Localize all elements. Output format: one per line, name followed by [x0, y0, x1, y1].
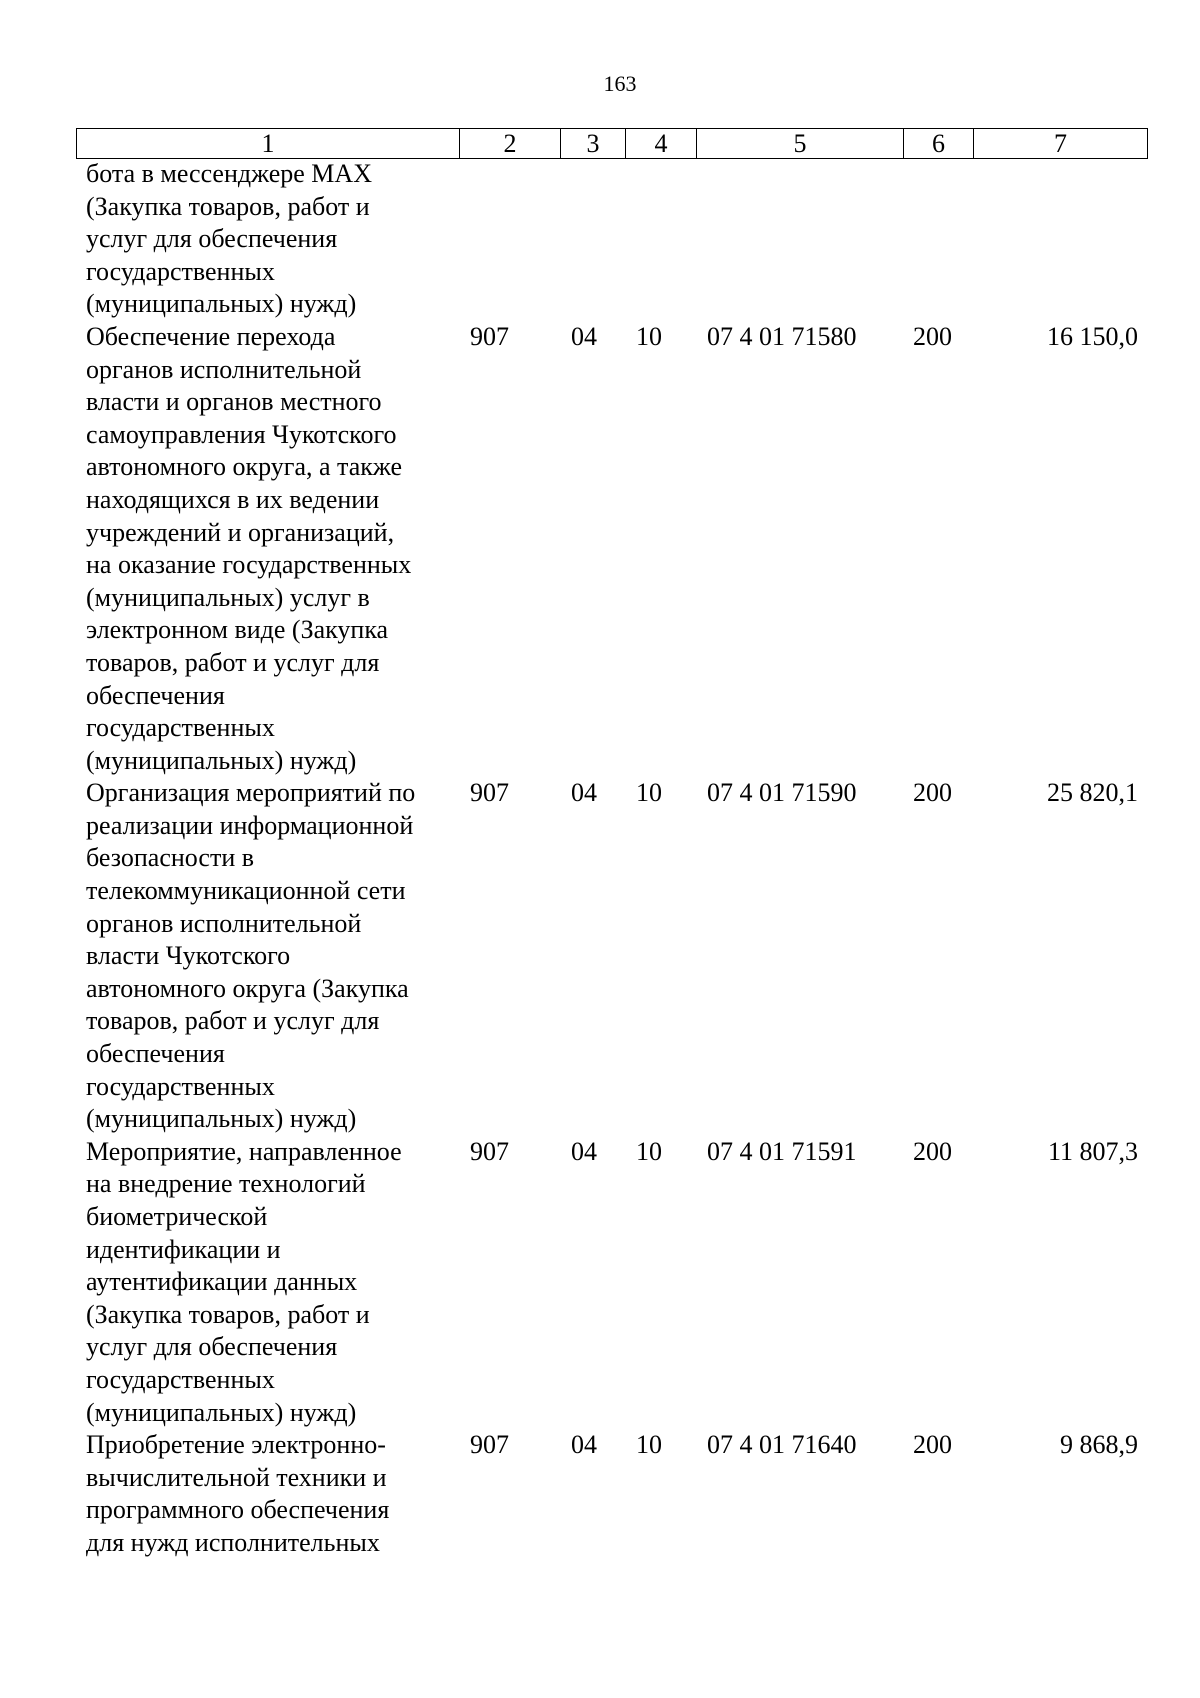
table-row [76, 321, 1148, 777]
description-line: государственных [86, 1364, 275, 1394]
cell-code-subsection: 10 [636, 1136, 662, 1166]
description-line: государственных [86, 713, 275, 743]
description-line: программного обеспечения [86, 1495, 390, 1525]
description-line: Организация мероприятий по [86, 778, 416, 808]
header-cell-1: 1 [77, 129, 460, 158]
description-line: вычислительной техники и [86, 1462, 387, 1492]
header-cell-4: 4 [626, 129, 697, 158]
cell-code-target: 07 4 01 71590 [707, 778, 857, 808]
cell-code-subsection: 10 [636, 1430, 662, 1460]
table-row [76, 158, 1148, 321]
cell-code-expense-type: 200 [913, 1136, 952, 1166]
description-line: государственных [86, 256, 275, 286]
description-line: (муниципальных) нужд) [86, 1397, 357, 1427]
description-line: государственных [86, 1071, 275, 1101]
description-line: аутентификации данных [86, 1267, 358, 1297]
row-description [76, 1429, 459, 1559]
cell-code-section: 04 [571, 1430, 597, 1460]
cell-code-target: 07 4 01 71580 [707, 321, 857, 351]
header-cell-5: 5 [697, 129, 904, 158]
cell-code-ministry: 907 [470, 778, 509, 808]
row-description [76, 777, 459, 1136]
description-line: реализации информационной [86, 810, 414, 840]
description-line: обеспечения [86, 1039, 225, 1069]
cell-code-expense-type: 200 [913, 321, 952, 351]
description-line: органов исполнительной [86, 908, 362, 938]
description-line: электронном виде (Закупка [86, 615, 389, 645]
header-cell-2: 2 [460, 129, 561, 158]
cell-code-target [696, 158, 903, 321]
description-line: автономного округа, а также [86, 452, 403, 482]
cell-code-expense-type: 200 [913, 1430, 952, 1460]
table-body [76, 158, 1148, 1560]
description-line: услуг для обеспечения [86, 224, 338, 254]
cell-code-subsection: 10 [636, 321, 662, 351]
cell-amount: 25 820,1 [1047, 778, 1138, 808]
cell-code-section: 04 [571, 321, 597, 351]
cell-code-section: 04 [571, 1136, 597, 1166]
row-description [76, 158, 459, 321]
cell-code-expense-type: 200 [913, 778, 952, 808]
description-line: товаров, работ и услуг для [86, 1006, 380, 1036]
header-cell-3: 3 [561, 129, 626, 158]
description-line: власти Чукотского [86, 941, 291, 971]
cell-amount [973, 158, 1148, 321]
description-line: автономного округа (Закупка [86, 973, 409, 1003]
row-description [76, 1136, 459, 1429]
description-line: телекоммуникационной сети [86, 876, 406, 906]
cell-code-target: 07 4 01 71640 [707, 1430, 857, 1460]
description-line: биометрической [86, 1202, 268, 1231]
description-line: на внедрение технологий [86, 1169, 366, 1199]
description-line: (муниципальных) нужд) [86, 289, 357, 319]
row-description [76, 321, 459, 777]
cell-code-section: 04 [571, 778, 597, 808]
description-line: бота в мессенджере MAX [86, 159, 372, 188]
description-line: (муниципальных) нужд) [86, 745, 357, 775]
table-row [76, 1136, 1148, 1429]
cell-amount: 11 807,3 [1047, 1136, 1138, 1166]
table-row [76, 1429, 1148, 1559]
description-line: (муниципальных) услуг в [86, 582, 370, 612]
description-line: власти и органов местного [86, 387, 382, 417]
cell-code-target: 07 4 01 71591 [707, 1136, 857, 1166]
description-line: услуг для обеспечения [86, 1332, 338, 1362]
table-header [76, 128, 1148, 159]
description-line: (Закупка товаров, работ и [86, 1299, 370, 1329]
description-line: находящихся в их ведении [86, 484, 380, 514]
page-number: 163 [603, 71, 637, 96]
description-line: обеспечения [86, 680, 225, 710]
description-line: идентификации и [86, 1234, 281, 1264]
description-line: Мероприятие, направленное [86, 1136, 402, 1166]
description-line: Обеспечение перехода [86, 321, 336, 351]
cell-code-subsection: 10 [636, 778, 662, 808]
description-line: Приобретение электронно- [86, 1430, 386, 1460]
description-line: (муниципальных) нужд) [86, 1104, 357, 1134]
cell-code-ministry: 907 [470, 1430, 509, 1460]
description-line: самоуправления Чукотского [86, 419, 397, 449]
cell-code-ministry: 907 [470, 1136, 509, 1166]
cell-code-expense-type [903, 158, 973, 321]
description-line: безопасности в [86, 843, 255, 873]
description-line: на оказание государственных [86, 550, 412, 580]
cell-code-ministry: 907 [470, 321, 509, 351]
header-cell-7: 7 [1054, 129, 1067, 158]
table-row [76, 777, 1148, 1136]
description-line: для нужд исполнительных [86, 1527, 380, 1557]
cell-code-ministry [459, 158, 560, 321]
cell-amount: 9 868,9 [1060, 1430, 1138, 1460]
description-line: органов исполнительной [86, 354, 362, 384]
cell-code-subsection [625, 158, 696, 321]
description-line: учреждений и организаций, [86, 517, 395, 547]
description-line: товаров, работ и услуг для [86, 647, 380, 677]
header-cell-6: 6 [904, 129, 974, 158]
cell-code-section [560, 158, 625, 321]
cell-amount: 16 150,0 [1047, 321, 1138, 351]
description-line: (Закупка товаров, работ и [86, 191, 370, 221]
